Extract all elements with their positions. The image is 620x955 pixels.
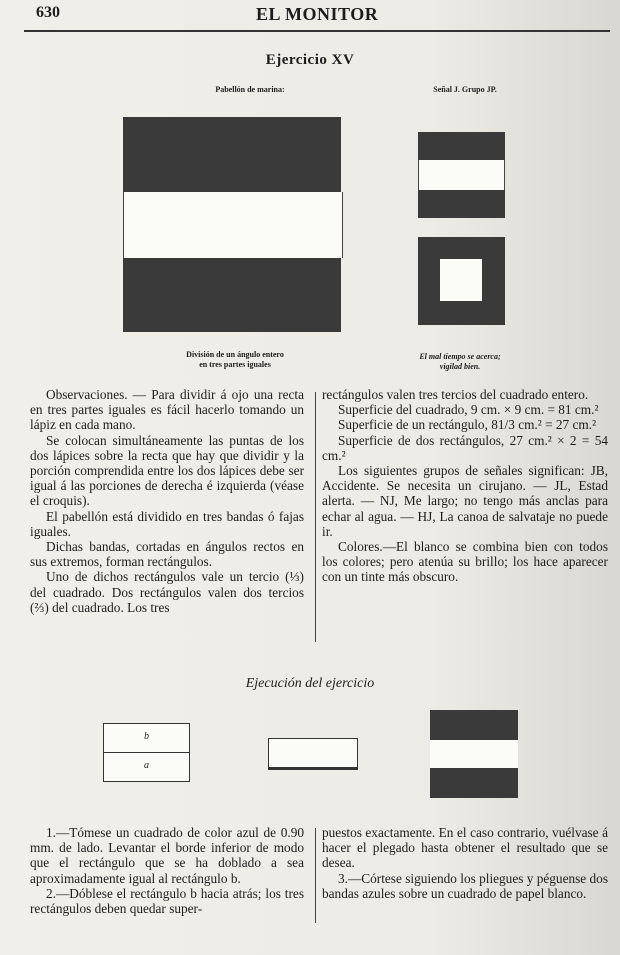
paragraph: Colores.—El blanco se combina bien con todos los colores; pero atenúa su brillo; los hace aparecer con un tinte más obscuro. xyxy=(322,539,608,585)
fold-label-b: b xyxy=(144,731,149,742)
paragraph: puestos exactamente. En el caso contrario, vuélvase á hacer el plegado hasta obtener el resultado que se desea. xyxy=(322,825,608,871)
paragraph: 3.—Córtese siguiendo los pliegues y péguense dos bandas azules sobre un cuadrado de papel blanco. xyxy=(322,870,608,901)
paragraph: rectángulos valen tres tercios del cuadrado entero. xyxy=(322,387,589,402)
paragraph: Superficie de dos rectángulos, 27 cm.² × 2 = 54 cm.² xyxy=(322,432,608,463)
exercise-title: Ejercicio XV xyxy=(265,52,355,68)
signal-p-center xyxy=(440,259,482,301)
paragraph: Superficie de un rectángulo, 81/3 cm.² = 27 cm.² xyxy=(338,417,597,433)
fold-rect-b xyxy=(103,723,190,753)
folded-strip xyxy=(268,738,358,770)
paragraph: Se colocan simultáneamente las puntas de los dos lápices sobre la recta que hay que dividir y la porción comprendida entre los dos lápices debe ser igual á las porciones de derecha é izquierda (véase el croquis). xyxy=(30,432,304,509)
flag-caption-top: Pabellón de marina: xyxy=(215,85,285,94)
left-column xyxy=(30,387,304,615)
flag-bottom-band xyxy=(123,258,341,332)
paragraph: 1.—Tómese un cuadrado de color azul de 0.90 mm. de lado. Levantar el borde inferior de modo que el rectángulo que se ha doblado a sea aproximadamente igual al rectángulo b. xyxy=(30,825,304,886)
flag-top-band xyxy=(123,117,341,192)
paragraph: Superficie del cuadrado, 9 cm. × 9 cm. = 81 cm.² xyxy=(338,402,599,418)
paragraph: Dichas bandas, cortadas en ángulos rectos en sus extremos, forman rectángulos. xyxy=(30,539,304,570)
bottom-right-column xyxy=(322,825,608,901)
execution-title: Ejecución del ejercicio xyxy=(245,676,375,691)
paragraph: Uno de dichos rectángulos vale un tercio (⅓) del cuadrado. Dos rectángulos valen dos tercios (⅔) del cuadrado. Los tres xyxy=(30,569,304,615)
running-header xyxy=(36,4,606,26)
header-rule xyxy=(24,30,610,32)
fold-label-a: a xyxy=(144,760,149,771)
column-divider xyxy=(315,392,316,642)
paragraph: El pabellón está dividido en tres bandas ó fajas iguales. xyxy=(30,508,304,539)
right-column xyxy=(322,387,608,585)
signal-caption-bottom xyxy=(380,352,540,372)
flag-caption-line-1: División de un ángulo entero xyxy=(186,350,284,359)
journal-title: EL MONITOR xyxy=(256,4,379,24)
flag-middle-band xyxy=(123,192,343,258)
paragraph: Los siguientes grupos de señales significan: JB, Accidente. Se necesita un cirujano. — JL, Estad alerta. — NJ, Me largo; no tengo más anclas para echar al agua. — HJ, La canoa de salvataje no puede ir. xyxy=(322,463,608,539)
signal-caption-line-2: vigilad bien. xyxy=(439,362,481,371)
fold-rect-a xyxy=(103,752,190,782)
flag-caption-bottom xyxy=(135,350,335,370)
signal-j-top xyxy=(418,132,505,160)
signal-j-middle xyxy=(418,160,505,190)
result-bottom-band xyxy=(430,768,518,798)
column-divider-bottom xyxy=(315,828,316,923)
flag-caption-line-2: en tres partes iguales xyxy=(199,360,271,369)
result-middle-band xyxy=(430,740,518,768)
paragraph: Observaciones. — Para dividir á ojo una recta en tres partes iguales es fácil hacerlo tomando un lápiz en cada mano. xyxy=(30,387,304,433)
result-top-band xyxy=(430,710,518,740)
bottom-left-column xyxy=(30,825,304,916)
signal-caption-top: Señal J. Grupo JP. xyxy=(433,85,497,94)
page-number: 630 xyxy=(36,4,60,21)
paragraph: 2.—Dóblese el rectángulo b hacia atrás; los tres rectángulos deben quedar super- xyxy=(30,885,304,917)
signal-j-bottom xyxy=(418,190,505,218)
signal-caption-line-1: El mal tiempo se acerca; xyxy=(419,352,501,361)
signal-p-flag xyxy=(418,237,505,325)
